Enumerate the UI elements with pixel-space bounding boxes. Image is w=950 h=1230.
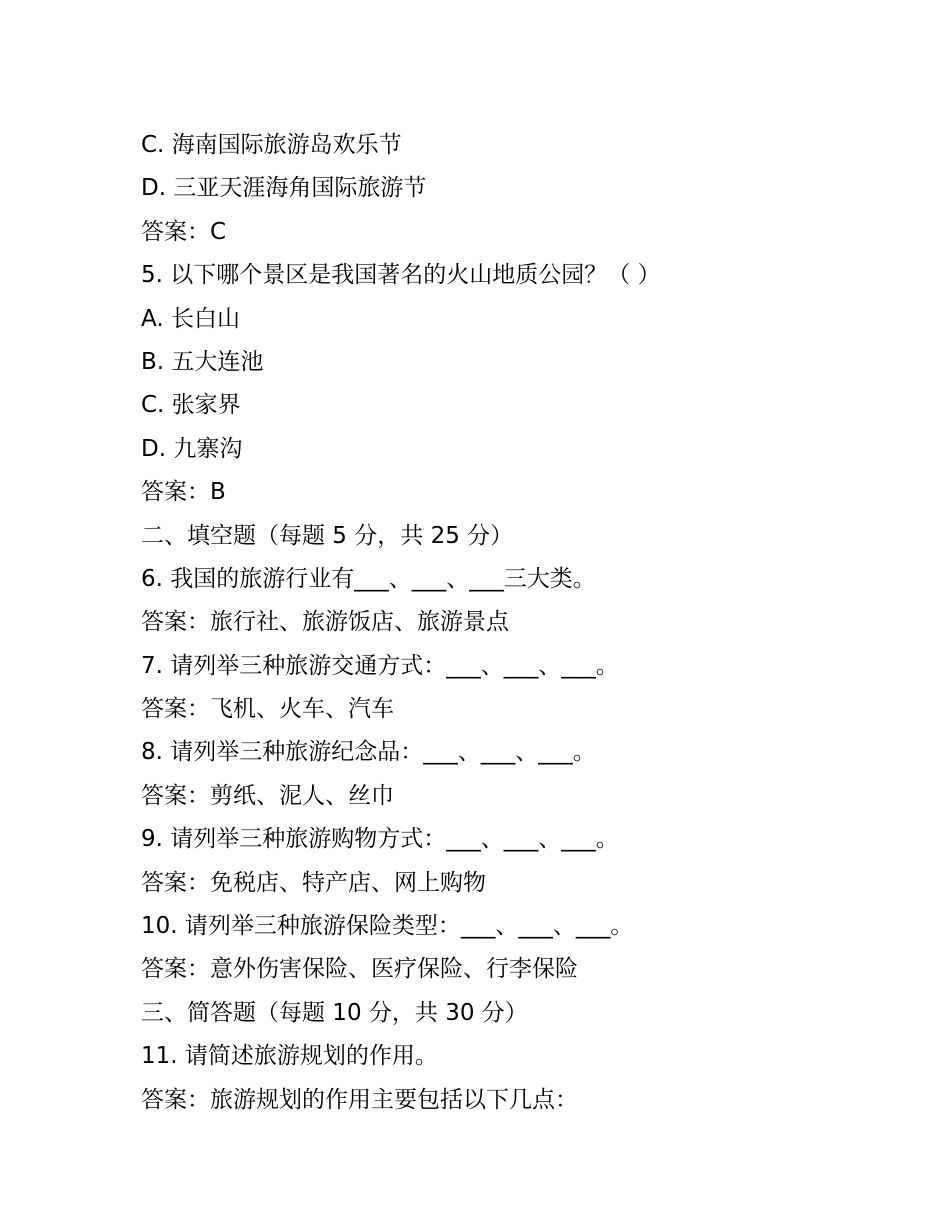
- section-heading-short-answer: 三、简答题（每题 10 分，共 30 分）: [141, 999, 528, 1026]
- answer-line: 答案：飞机、火车、汽车: [141, 696, 394, 723]
- question-10: 10. 请列举三种旅游保险类型：___、___、___。: [141, 913, 634, 940]
- question-8: 8. 请列举三种旅游纪念品：___、___、___。: [141, 739, 596, 766]
- question-5: 5. 以下哪个景区是我国著名的火山地质公园？（ ）: [141, 262, 661, 289]
- answer-line: 答案：旅游规划的作用主要包括以下几点：: [141, 1086, 578, 1113]
- question-6: 6. 我国的旅游行业有___、___、___三大类。: [141, 565, 596, 592]
- answer-line: 答案：剪纸、泥人、丝巾: [141, 782, 394, 809]
- option-d-line: D. 九寨沟: [141, 435, 243, 462]
- answer-line: 答案：免税店、特产店、网上购物: [141, 869, 486, 896]
- document-body: [141, 124, 901, 1122]
- option-a-line: A. 长白山: [141, 305, 240, 332]
- question-7: 7. 请列举三种旅游交通方式：___、___、___。: [141, 652, 619, 679]
- answer-line: 答案：意外伤害保险、医疗保险、行李保险: [141, 956, 578, 983]
- answer-line: 答案：旅行社、旅游饭店、旅游景点: [141, 609, 509, 636]
- question-11: 11. 请简述旅游规划的作用。: [141, 1043, 438, 1070]
- answer-line: 答案：C: [141, 218, 227, 245]
- answer-line: 答案：B: [141, 479, 226, 506]
- option-b-line: B. 五大连池: [141, 348, 264, 375]
- question-9: 9. 请列举三种旅游购物方式：___、___、___。: [141, 826, 619, 853]
- section-heading-fill-in: 二、填空题（每题 5 分，共 25 分）: [141, 522, 514, 549]
- option-d-line: D. 三亚天涯海角国际旅游节: [141, 175, 427, 202]
- option-c-line: C. 海南国际旅游岛欢乐节: [141, 132, 402, 158]
- option-c-line: C. 张家界: [141, 392, 241, 419]
